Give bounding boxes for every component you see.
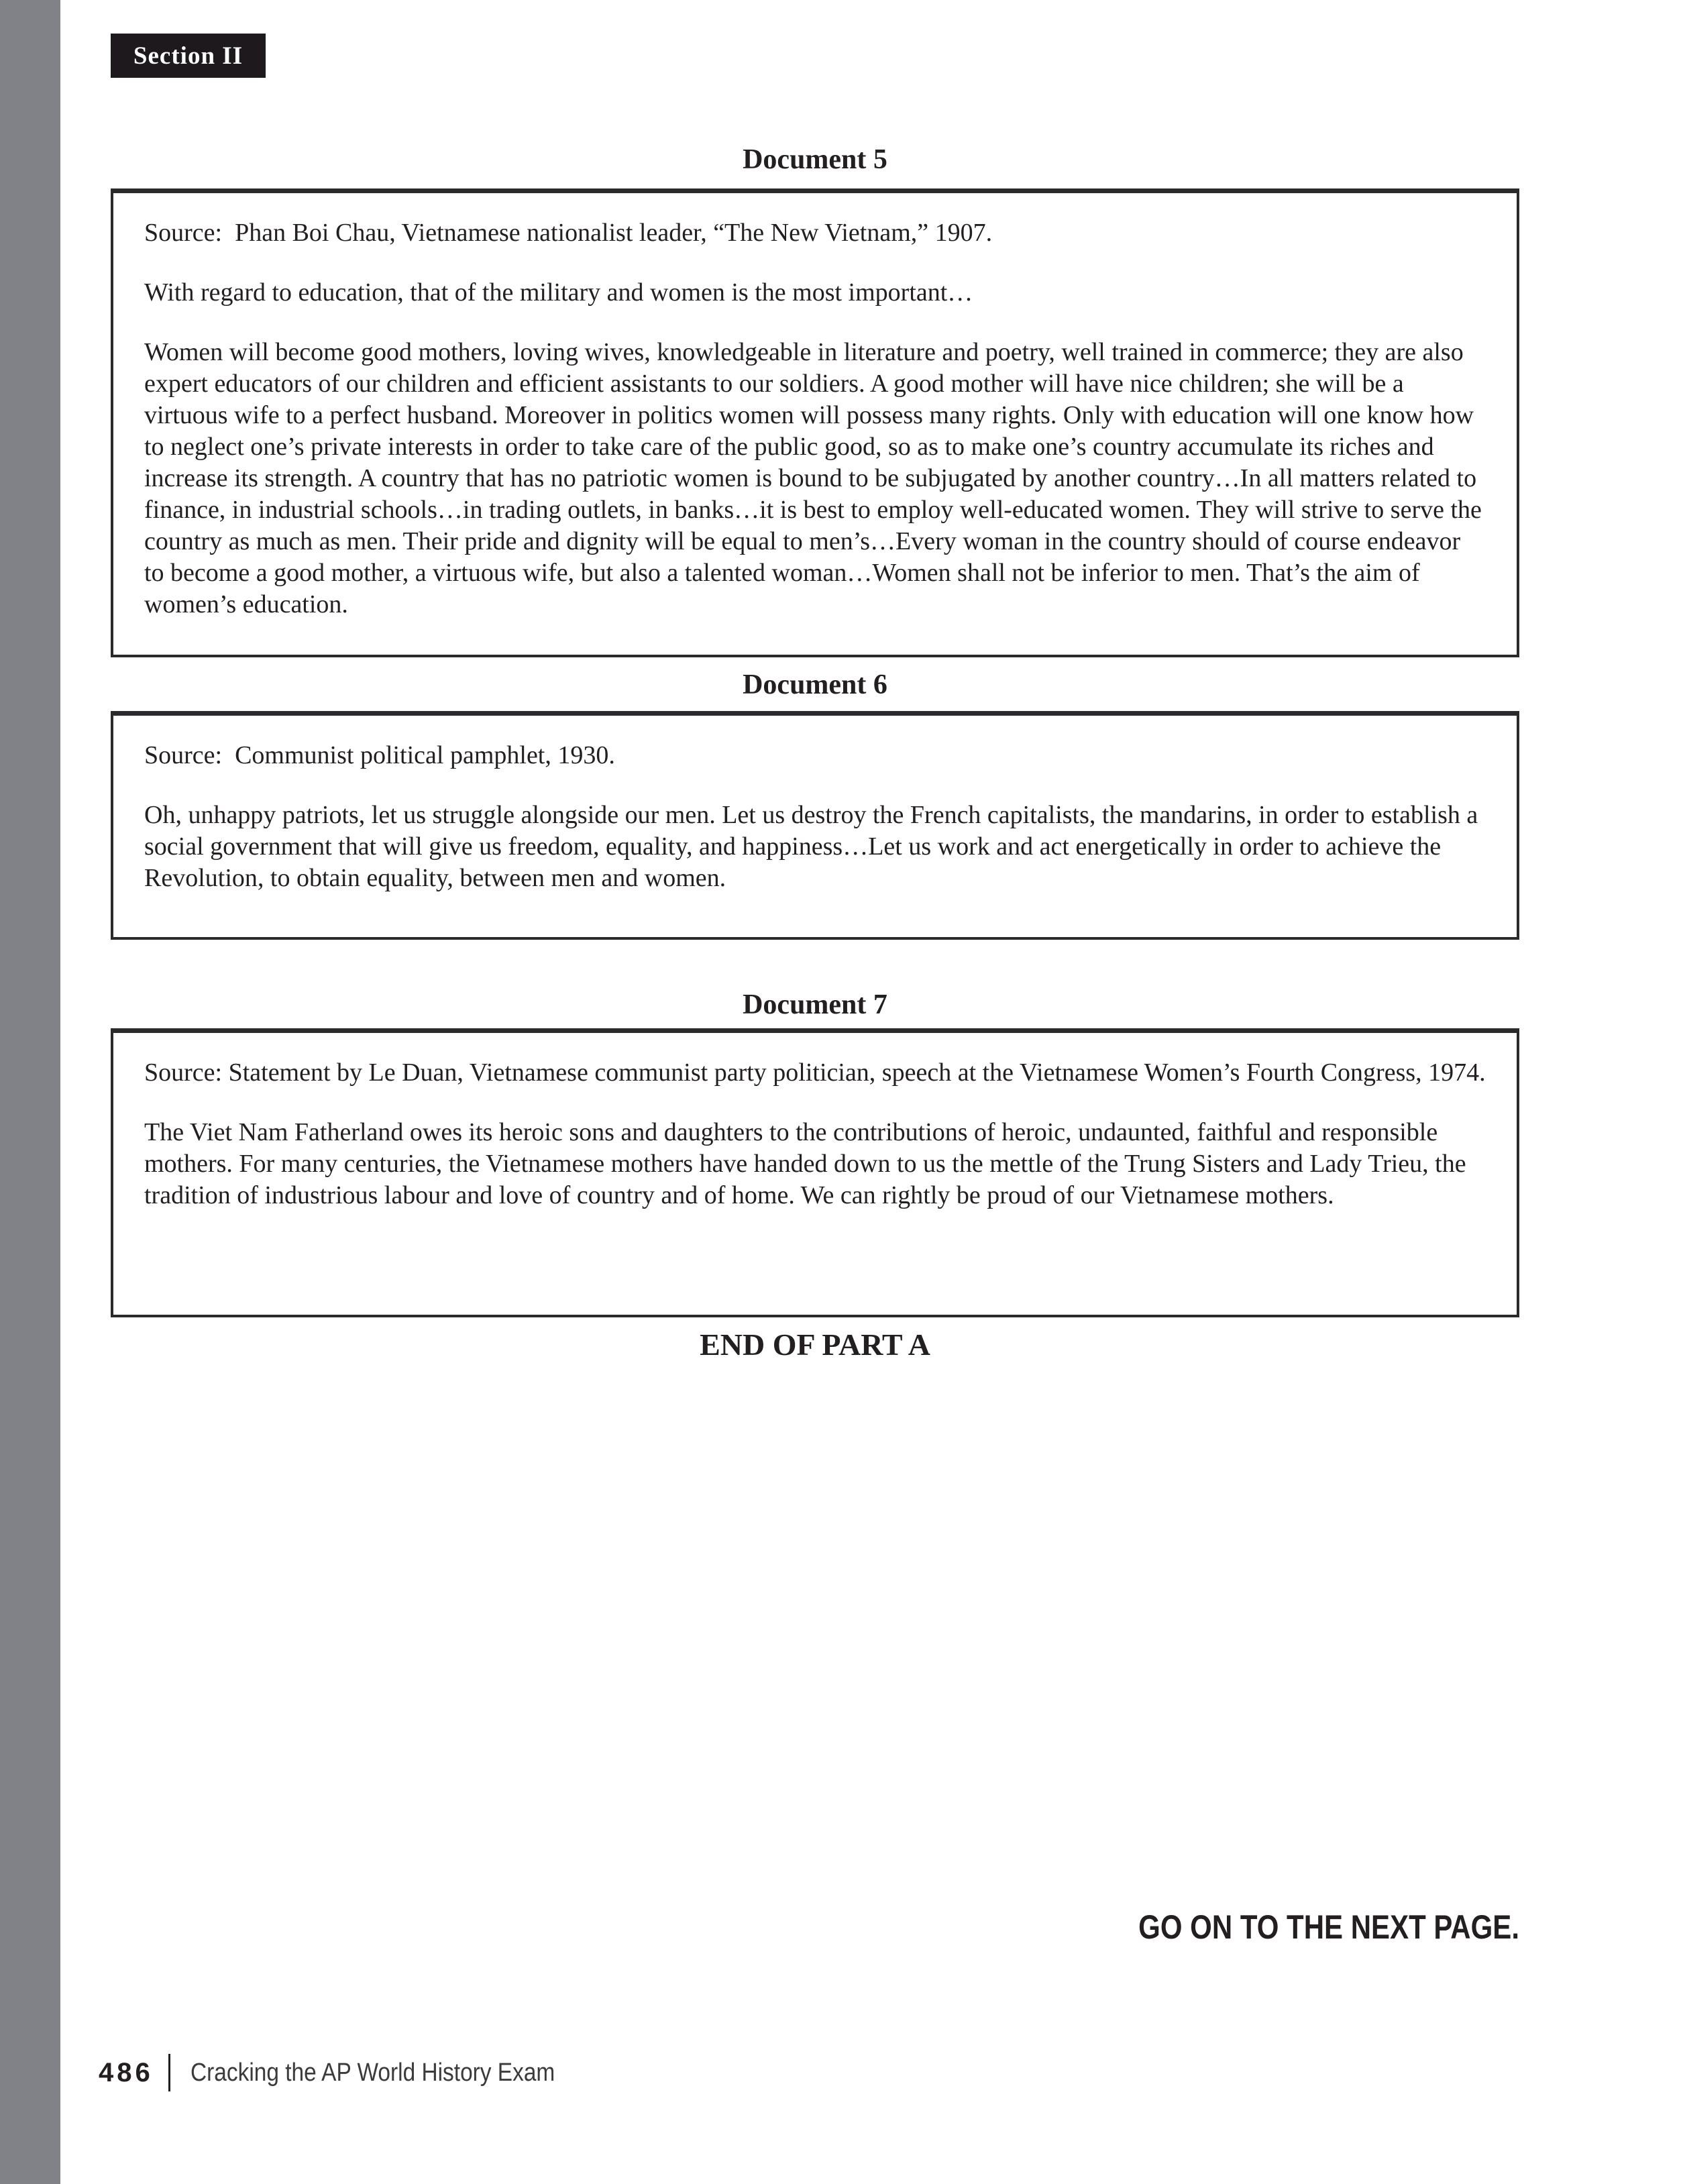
book-title: Cracking the AP World History Exam (190, 2058, 555, 2087)
page-footer (99, 2054, 604, 2091)
section-label-text: Section II (133, 42, 243, 70)
document-5-paragraph: Women will become good mothers, loving wives, knowledgeable in literature and poetry, well trained in commerce; they are also expert educators of our children and efficient assistants to our soldiers. A good mother will have nice children; she will be a virtuous wife to a perfect husband. Moreover in politics women will possess many rights. Only with education will one know how to neglect one’s private interests in order to take care of the public good, so as to make one’s country accumulate its riches and increase its strength. A country that has no patriotic women is bound to be subjugated by another country…In all matters related to finance, in industrial schools…in trading outlets, in banks…it is best to employ well-educated women. They will strive to serve the country as much as men. Their pride and dignity will be equal to men’s…Every woman in the country should of course endeavor to become a good mother, a virtuous wife, but also a talented woman…Women shall not be inferior to men. That’s the aim of women’s education. (144, 338, 1482, 618)
document-7-heading: Document 7 (743, 989, 887, 1020)
document-5-box (111, 188, 1519, 657)
document-7-box (111, 1028, 1519, 1317)
document-6-heading: Document 6 (743, 669, 887, 700)
document-5-source-line: Source: Phan Boi Chau, Vietnamese nationalist leader, “The New Vietnam,” 1907. (144, 219, 993, 247)
document-6-box (111, 711, 1519, 940)
end-of-part-label: END OF PART A (700, 1327, 930, 1362)
page-binding-bar (0, 0, 60, 2184)
document-5-heading: Document 5 (743, 144, 887, 175)
section-label (111, 34, 266, 78)
footer-divider (168, 2054, 170, 2091)
document-7-source-line: Source: Statement by Le Duan, Vietnamese communist party politician, speech at the Vietnamese Women’s Fourth Congress, 1974. (144, 1058, 1486, 1087)
page-number: 486 (99, 2057, 154, 2087)
document-7-paragraph: The Viet Nam Fatherland owes its heroic sons and daughters to the contributions of heroic, undaunted, faithful and responsible mothers. For many centuries, the Vietnamese mothers have handed down to us the mettle of the Trung Sisters and Lady Trieu, the tradition of industrious labour and love of country and of home. We can rightly be proud of our Vietnamese mothers. (144, 1118, 1466, 1209)
go-on-instruction: GO ON TO THE NEXT PAGE. (1138, 1908, 1519, 1946)
document-5-paragraph: With regard to education, that of the military and women is the most important… (144, 278, 973, 307)
document-6-paragraph: Oh, unhappy patriots, let us struggle alongside our men. Let us destroy the French capitalists, the mandarins, in order to establish a social government that will give us freedom, equality, and happiness…Let us work and act energetically in order to achieve the Revolution, to obtain equality, between men and women. (144, 801, 1478, 892)
document-6-source-line: Source: Communist political pamphlet, 1930. (144, 741, 615, 769)
